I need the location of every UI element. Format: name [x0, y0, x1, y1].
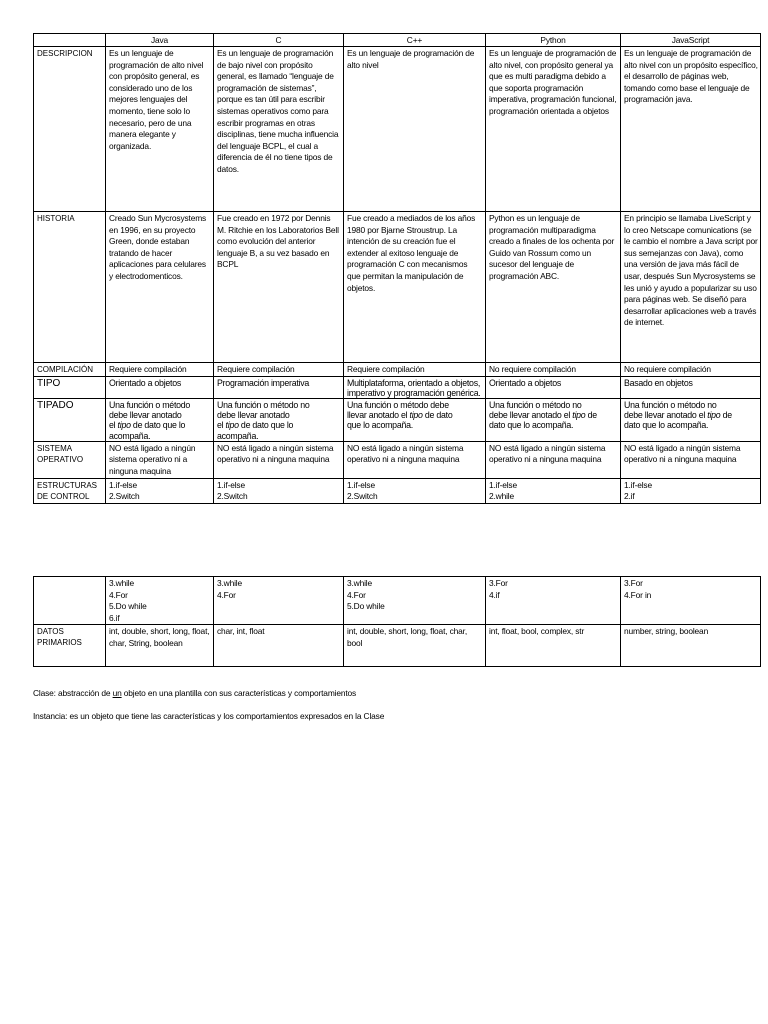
row-compilacion [34, 363, 761, 377]
cell-tipado-javascript: Una función o método no debe llevar anotado el tipo de dato que lo acompaña. [621, 399, 761, 442]
cell-tipo-python: Orientado a objetos [486, 376, 621, 398]
cell-sistema-java: NO está ligado a ningún sistema operativo ni a ninguna maquina [106, 441, 214, 478]
cell-sistema-javascript: NO está ligado a ningún sistema operativo ni a ninguna maquina [621, 441, 761, 478]
row-label-datos-primarios: DATOS PRIMARIOS [34, 625, 106, 667]
row-label-sistema-operativo: SISTEMA OPERATIVO [34, 441, 106, 478]
row-estructuras [34, 478, 761, 503]
cell-compilacion-java: Requiere compilación [106, 363, 214, 377]
cell-compilacion-c: Requiere compilación [214, 363, 344, 377]
row-label-historia: HISTORIA [34, 212, 106, 363]
cell-datos-c: char, int, float [214, 625, 344, 667]
comparison-table [33, 33, 761, 504]
header-python: Python [486, 34, 621, 47]
cell-estructuras-javascript: 1.if-else 2.if [621, 478, 761, 503]
row-tipado [34, 399, 761, 442]
header-empty [34, 34, 106, 47]
cell-datos-cpp: int, double, short, long, float, char, bool [344, 625, 486, 667]
cell-tipado-c: Una función o método no debe llevar anotado el tipo de dato que lo acompaña. [214, 399, 344, 442]
cell-tipo-javascript: Basado en objetos [621, 376, 761, 398]
row-historia [34, 212, 761, 363]
cell-estructuras-java: 1.if-else 2.Switch [106, 478, 214, 503]
cell-descripcion-cpp: Es un lenguaje de programación de alto nivel [344, 47, 486, 212]
header-java: Java [106, 34, 214, 47]
row-label-estructuras: ESTRUCTURAS DE CONTROL [34, 478, 106, 503]
cell-estructuras-python: 1.if-else 2.while [486, 478, 621, 503]
header-c: C [214, 34, 344, 47]
cell-cont-python: 3.For 4.if [486, 577, 621, 625]
cell-datos-python: int, float, bool, complex, str [486, 625, 621, 667]
cell-tipado-java: Una función o método debe llevar anotado el tipo de dato que lo acompaña. [106, 399, 214, 442]
cell-tipo-c: Programación imperativa [214, 376, 344, 398]
cell-tipo-java: Orientado a objetos [106, 376, 214, 398]
cell-historia-cpp: Fue creado a mediados de los años 1980 por Bjarne Stroustrup. La intención de su creación fue el extender al exitoso lenguaje de programación C con mecanismos que permitan la manipulación de objetos. [344, 212, 486, 363]
row-label-empty [34, 577, 106, 625]
row-descripcion [34, 47, 761, 212]
cell-cont-javascript: 3.For 4.For in [621, 577, 761, 625]
cell-sistema-python: NO está ligado a ningún sistema operativo ni a ninguna maquina [486, 441, 621, 478]
cell-compilacion-python: No requiere compilación [486, 363, 621, 377]
cell-descripcion-c: Es un lenguaje de programación de bajo nivel con propósito general, es llamado “lenguaje de programación de sistemas”, porque es tan útil para escribir sistemas operativos como para escribir programas en otras disciplinas, tiene mucha influencia del lenguaje BCPL, el cual a diferencia de él no tiene tipos de datos. [214, 47, 344, 212]
row-label-tipo: TIPO [34, 376, 106, 398]
cell-estructuras-cpp: 1.if-else 2.Switch [344, 478, 486, 503]
cell-cont-c: 3.while 4.For [214, 577, 344, 625]
header-row [34, 34, 761, 47]
cell-descripcion-javascript: Es un lenguaje de programación de alto nivel con un propósito específico, el desarrollo de páginas web, tomando como base el lenguaje de programación java. [621, 47, 761, 212]
row-datos-primarios [34, 625, 761, 667]
cell-estructuras-c: 1.if-else 2.Switch [214, 478, 344, 503]
cell-historia-python: Python es un lenguaje de programación multiparadigma creado a finales de los ochenta por Guido van Rossum como un sucesor del lenguaje de programación ABC. [486, 212, 621, 363]
comparison-table-continued [33, 576, 761, 667]
cell-tipado-python: Una función o método no debe llevar anotado el tipo de dato que lo acompaña. [486, 399, 621, 442]
cell-datos-java: int, double, short, long, float, char, String, boolean [106, 625, 214, 667]
cell-cont-cpp: 3.while 4.For 5.Do while [344, 577, 486, 625]
header-cpp: C++ [344, 34, 486, 47]
cell-tipado-cpp: Una función o método debe llevar anotado el tipo de dato que lo acompaña. [344, 399, 486, 442]
row-estructuras-continued [34, 577, 761, 625]
cell-historia-c: Fue creado en 1972 por Dennis M. Ritchie en los Laboratorios Bell como evolución del anterior lenguaje B, a su vez basado en BCPL [214, 212, 344, 363]
cell-compilacion-cpp: Requiere compilación [344, 363, 486, 377]
cell-descripcion-java: Es un lenguaje de programación de alto nivel con propósito general, es considerado uno de los mejores lenguajes del momento, tiene solo lo necesario, pero de una manera elegante y organizada. [106, 47, 214, 212]
row-label-compilacion: COMPILACIÓN [34, 363, 106, 377]
cell-tipo-cpp: Multiplataforma, orientado a objetos, imperativo y programación genérica. [344, 376, 486, 398]
cell-descripcion-python: Es un lenguaje de programación de alto nivel, con propósito general ya que es multi paradigma debido a que soporta programación imperativa, programación funcional, programación orientada a objetos [486, 47, 621, 212]
cell-datos-javascript: number, string, boolean [621, 625, 761, 667]
cell-compilacion-javascript: No requiere compilación [621, 363, 761, 377]
cell-sistema-c: NO está ligado a ningún sistema operativo ni a ninguna maquina [214, 441, 344, 478]
cell-sistema-cpp: NO está ligado a ningún sistema operativo ni a ninguna maquina [344, 441, 486, 478]
definition-instancia: Instancia: es un objeto que tiene las características y los comportamientos expresados en la Clase [33, 711, 385, 721]
row-label-descripcion: DESCRIPCION [34, 47, 106, 212]
cell-historia-java: Creado Sun Mycrosystems en 1996, en su proyecto Green, donde estaban tratando de hacer aplicaciones para celulares y electrodomenticos. [106, 212, 214, 363]
header-javascript: JavaScript [621, 34, 761, 47]
cell-historia-javascript: En principio se llamaba LiveScript y lo creo Netscape comunications (se le cambio el nombre a Java script por sus semejanzas con Java), como una versión de java más fácil de usar, después Sun Mycrosystems se les unió y ayudo a popularizar su uso para páginas web. Se diseñó para desarrollar aplicaciones web a través de internet. [621, 212, 761, 363]
definition-clase: Clase: abstracción de un objeto en una plantilla con sus características y comportamientos [33, 688, 357, 698]
row-label-tipado: TIPADO [34, 399, 106, 442]
row-sistema-operativo [34, 441, 761, 478]
cell-cont-java: 3.while 4.For 5.Do while 6.if [106, 577, 214, 625]
row-tipo [34, 376, 761, 398]
